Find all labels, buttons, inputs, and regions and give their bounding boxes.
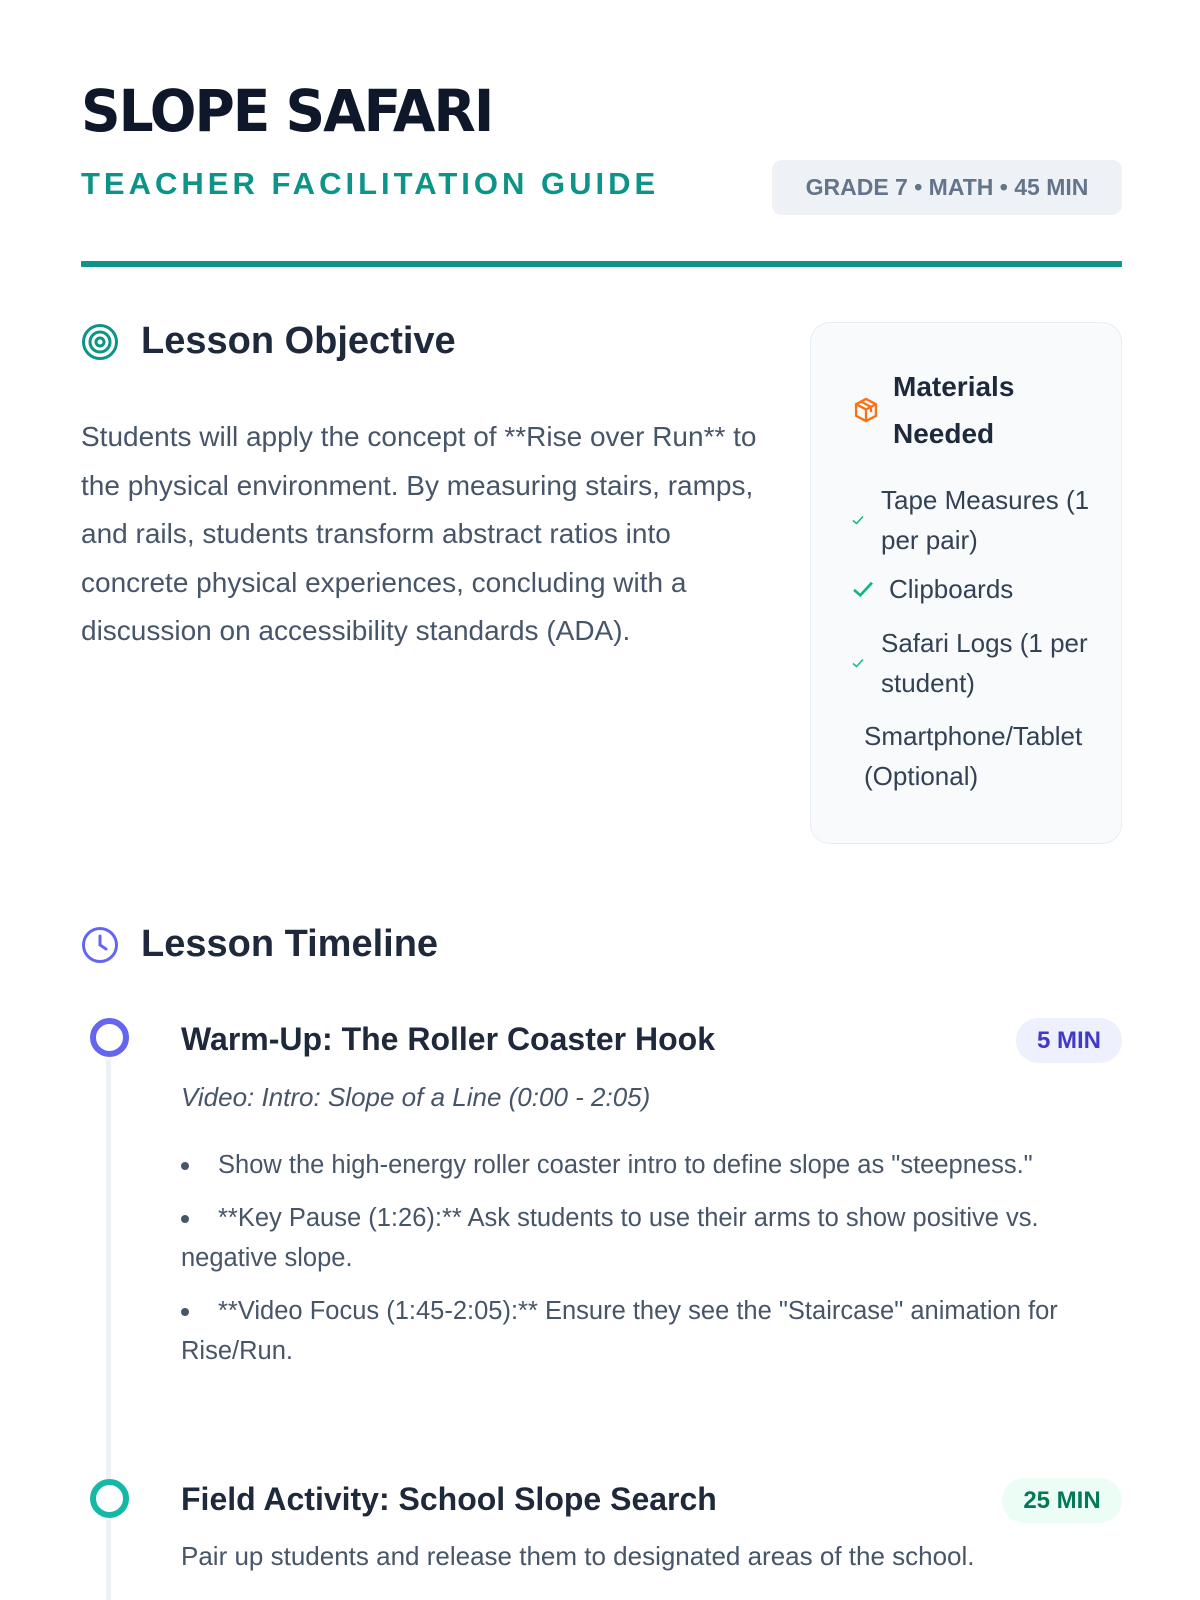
check-icon	[851, 658, 865, 668]
timeline-step-subtitle: Video: Intro: Slope of a Line (0:00 - 2:05)	[181, 1082, 651, 1112]
timeline-track	[106, 1060, 111, 1600]
materials-list-item: Tape Measures (1 per pair)	[851, 480, 1091, 560]
timeline-heading	[81, 923, 438, 966]
materials-list-item: Clipboards	[851, 569, 1013, 609]
objective-heading-label: Lesson Objective	[141, 320, 456, 362]
materials-card	[810, 322, 1122, 844]
materials-heading-label: Materials Needed	[893, 371, 1015, 449]
materials-heading	[851, 363, 1053, 457]
page-subtitle: TEACHER FACILITATION GUIDE	[81, 166, 660, 201]
objective-text: Students will apply the concept of **Rise over Run** to the physical environment. By measuring stairs, ramps, and rails, students transform abstract ratios into concrete physical experiences, concluding with a discussion on accessibility standards (ADA).	[81, 421, 757, 646]
list-item: Show the high-energy roller coaster intro to define slope as "steepness."	[181, 1145, 1121, 1185]
timeline-marker	[90, 1479, 129, 1518]
facilitation-guide-page	[81, 0, 1122, 1600]
duration-badge: 5 MIN	[1016, 1018, 1122, 1063]
grade-subject-duration-badge: GRADE 7 • MATH • 45 MIN	[772, 160, 1122, 215]
timeline-step-description: Pair up students and release them to designated areas of the school.	[181, 1541, 975, 1571]
materials-list-item: Smartphone/Tablet (Optional)	[864, 721, 1083, 791]
list-item: **Key Pause (1:26):** Ask students to use their arms to show positive vs. negative slope.	[181, 1204, 1039, 1272]
check-icon	[851, 515, 865, 525]
list-item: **Video Focus (1:45-2:05):** Ensure they see the "Staircase" animation for Rise/Run.	[181, 1297, 1058, 1365]
timeline-step-title: Warm-Up: The Roller Coaster Hook	[181, 1021, 715, 1057]
timeline-step-bullets	[181, 1145, 1121, 1384]
clock-icon	[81, 926, 119, 964]
timeline-marker	[90, 1018, 129, 1057]
package-icon	[851, 395, 881, 425]
objective-heading	[81, 320, 456, 363]
check-icon	[851, 580, 875, 598]
header-divider	[81, 261, 1122, 267]
target-icon	[81, 323, 119, 361]
duration-badge: 25 MIN	[1002, 1478, 1122, 1523]
timeline-heading-label: Lesson Timeline	[141, 923, 439, 965]
page-title: SLOPE SAFARI	[81, 76, 493, 145]
materials-list-item: Safari Logs (1 per student)	[851, 623, 1091, 703]
timeline-step-title: Field Activity: School Slope Search	[181, 1481, 717, 1517]
